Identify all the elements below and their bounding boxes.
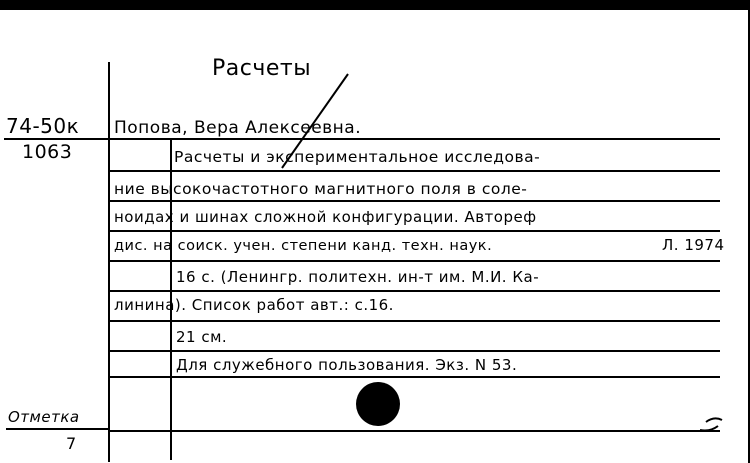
place-year: Л. 1974	[662, 236, 725, 254]
call-number: 74-50к	[6, 114, 80, 138]
title-line-4: дис. на соиск. учен. степени канд. техн. наук.	[114, 238, 493, 254]
mark-label: Отметка	[8, 408, 80, 426]
restriction-line: Для служебного пользования. Экз. N 53.	[176, 356, 518, 374]
title-line-1: Расчеты и экспериментальное исследова-	[174, 148, 541, 166]
size-line: 21 см.	[176, 328, 228, 346]
publisher-line: линина). Список работ авт.: с.16.	[114, 296, 394, 314]
author-name: Попова, Вера Алексеевна.	[114, 118, 362, 138]
title-line-3: ноидах и шинах сложной конфигурации. Автореф	[114, 208, 537, 226]
pages-line: 16 с. (Ленингр. политехн. ин-т им. М.И. Ка-	[176, 268, 540, 286]
title-line-2: ние высокочастотного магнитного поля в соле-	[114, 180, 528, 198]
punch-hole	[356, 382, 400, 426]
inventory-number: 1063	[22, 141, 73, 163]
catalog-card	[0, 8, 748, 463]
mark-underline	[6, 428, 110, 430]
card-heading: Расчеты	[212, 56, 312, 81]
mark-value: 7	[66, 434, 77, 453]
